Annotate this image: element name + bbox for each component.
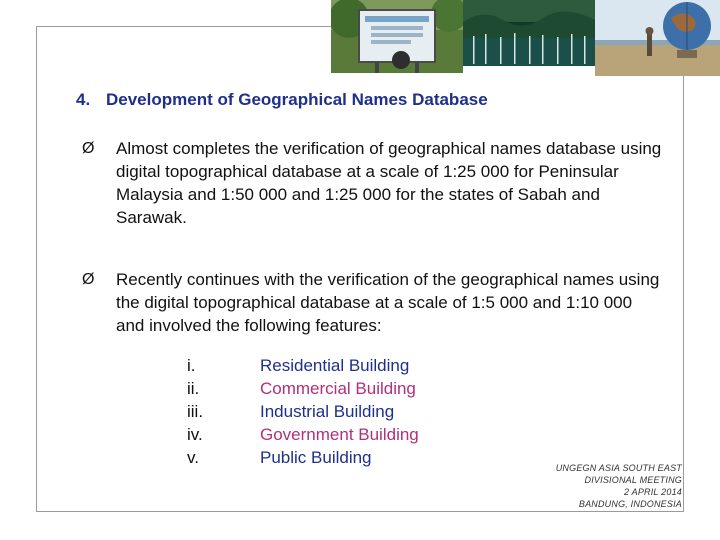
feature-label: Public Building	[260, 448, 372, 467]
feature-label: Residential Building	[260, 356, 410, 375]
globe-monument-photo	[595, 0, 720, 76]
feature-numeral: iv.	[187, 425, 203, 444]
feature-label: Government Building	[260, 425, 419, 444]
feature-numeral: iii.	[187, 402, 204, 421]
footer-line: 2 APRIL 2014	[624, 487, 682, 497]
feature-numeral: ii.	[187, 379, 200, 398]
bullet-item	[82, 268, 662, 337]
arrow-bullet-icon: Ø	[82, 140, 95, 157]
bullet-item	[82, 137, 662, 229]
forest-lake-photo	[463, 0, 595, 66]
feature-label: Commercial Building	[260, 379, 416, 398]
arrow-bullet-icon: Ø	[82, 271, 95, 288]
slide-title	[76, 90, 488, 110]
title-text: Development of Geographical Names Database	[106, 90, 488, 109]
bullet-text: Almost completes the verification of geographical names database using digital topographical database at a scale of 1:25 000 for Peninsular Malaysia and 1:50 000 and 1:25 000 for the states of Sabah and Sarawak.	[116, 139, 662, 227]
footer-line: UNGEGN ASIA SOUTH EAST	[555, 463, 682, 473]
footer-line: BANDUNG, INDONESIA	[578, 499, 682, 509]
title-number: 4.	[76, 90, 91, 109]
signboard-photo	[331, 0, 463, 73]
feature-label: Industrial Building	[260, 402, 395, 421]
bullet-text: Recently continues with the verification of the geographical names using the digital topographical database at a scale of 1:5 000 and 1:10 000 and involved the following features:	[116, 270, 660, 335]
event-footer	[556, 462, 682, 510]
feature-numeral: v.	[187, 448, 199, 467]
footer-line: DIVISIONAL MEETING	[584, 475, 682, 485]
feature-numeral: i.	[187, 356, 196, 375]
